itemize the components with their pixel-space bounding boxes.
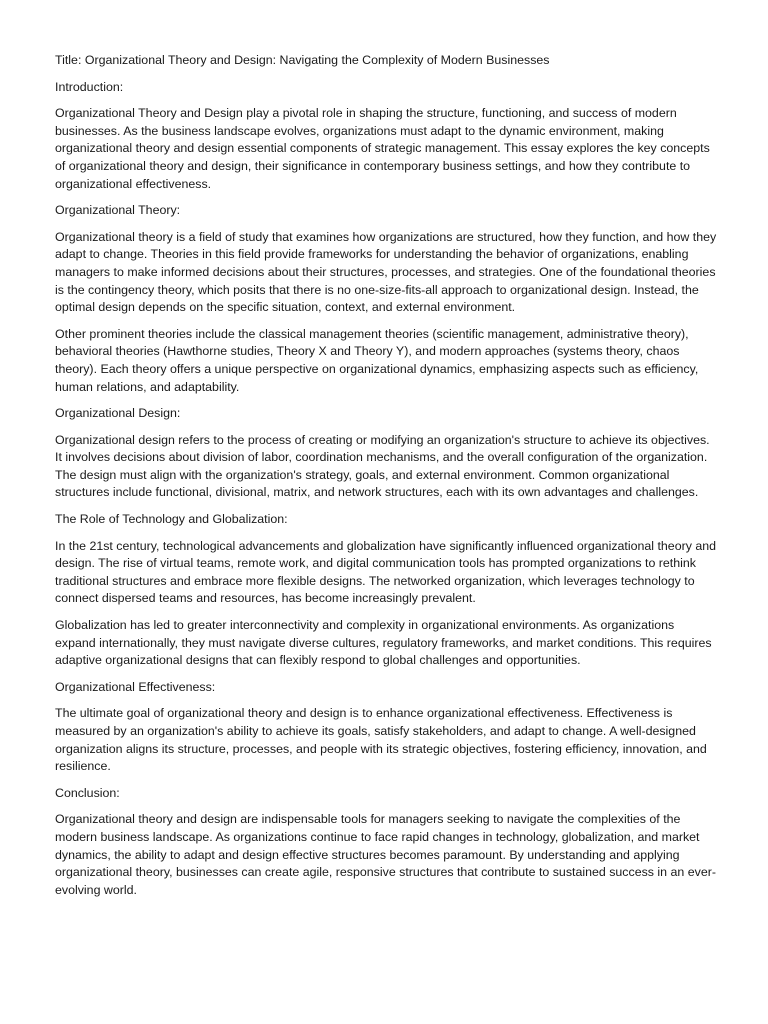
section-heading-introduction: Introduction: <box>55 79 124 94</box>
paragraph-organizational-effectiveness: The ultimate goal of organizational theory and design is to enhance organizational effectiveness. Effectiveness is measured by an organization's ability to achieve its goals, satisfy stakeholders, and adapt to change. A well-designed organization aligns its structure, processes, and people with its strategic objectives, fostering efficiency, innovation, and resilience. <box>55 706 707 774</box>
section-heading-organizational-design: Organizational Design: <box>55 406 181 421</box>
document-title: Title: Organizational Theory and Design: Navigating the Complexity of Modern Businesses <box>55 53 550 67</box>
paragraph-organizational-theory-1: Organizational theory is a field of study that examines how organizations are structured, how they function, and how they adapt to change. Theories in this field provide frameworks for understanding the behavior of organizations, enabling managers to make informed decisions about their structures, processes, and strategies. One of the foundational theories is the contingency theory, which posits that there is no one-size-fits-all approach to organizational design. Instead, the optimal design depends on the specific situation, context, and external environment. <box>55 229 717 315</box>
section-heading-organizational-theory: Organizational Theory: <box>55 203 181 218</box>
paragraph-organizational-design: Organizational design refers to the process of creating or modifying an organization's structure to achieve its objectives. It involves decisions about division of labor, coordination mechanisms, and the overall configuration of the organization. The design must align with the organization's strategy, goals, and external environment. Common organizational structures include functional, divisional, matrix, and network structures, each with its own advantages and challenges. <box>55 432 710 500</box>
section-heading-organizational-effectiveness: Organizational Effectiveness: <box>55 679 216 694</box>
section-heading-technology-globalization: The Role of Technology and Globalization: <box>55 512 288 527</box>
paragraph-organizational-theory-2: Other prominent theories include the classical management theories (scientific management, administrative theory), behavioral theories (Hawthorne studies, Theory X and Theory Y), and modern approaches (systems theory, chaos theory). Each theory offers a unique perspective on organizational dynamics, emphasizing aspects such as efficiency, human relations, and adaptability. <box>55 326 699 394</box>
paragraph-conclusion: Organizational theory and design are indispensable tools for managers seeking to navigate the complexities of the modern business landscape. As organizations continue to face rapid changes in technology, globalization, and market dynamics, the ability to adapt and design effective structures becomes paramount. By understanding and applying organizational theory, businesses can create agile, responsive structures that contribute to sustained success in an ever-evolving world. <box>55 812 716 897</box>
section-heading-conclusion: Conclusion: <box>55 785 120 800</box>
paragraph-introduction: Organizational Theory and Design play a pivotal role in shaping the structure, functioning, and success of modern businesses. As the business landscape evolves, organizations must adapt to the dynamic environment, making organizational theory and design essential components of strategic management. This essay explores the key concepts of organizational theory and design, their significance in contemporary business settings, and how they contribute to organizational effectiveness. <box>55 106 710 191</box>
paragraph-technology-globalization-2: Globalization has led to greater interconnectivity and complexity in organizational environments. As organizations expand internationally, they must navigate diverse cultures, regulatory frameworks, and market conditions. This requires adaptive organizational designs that can flexibly respond to global challenges and opportunities. <box>55 618 712 668</box>
paragraph-technology-globalization-1: In the 21st century, technological advancements and globalization have significantly influenced organizational theory and design. The rise of virtual teams, remote work, and digital communication tools has prompted organizations to rethink traditional structures and embrace more flexible designs. The networked organization, which leverages technology to connect dispersed teams and resources, has become increasingly prevalent. <box>55 538 717 606</box>
